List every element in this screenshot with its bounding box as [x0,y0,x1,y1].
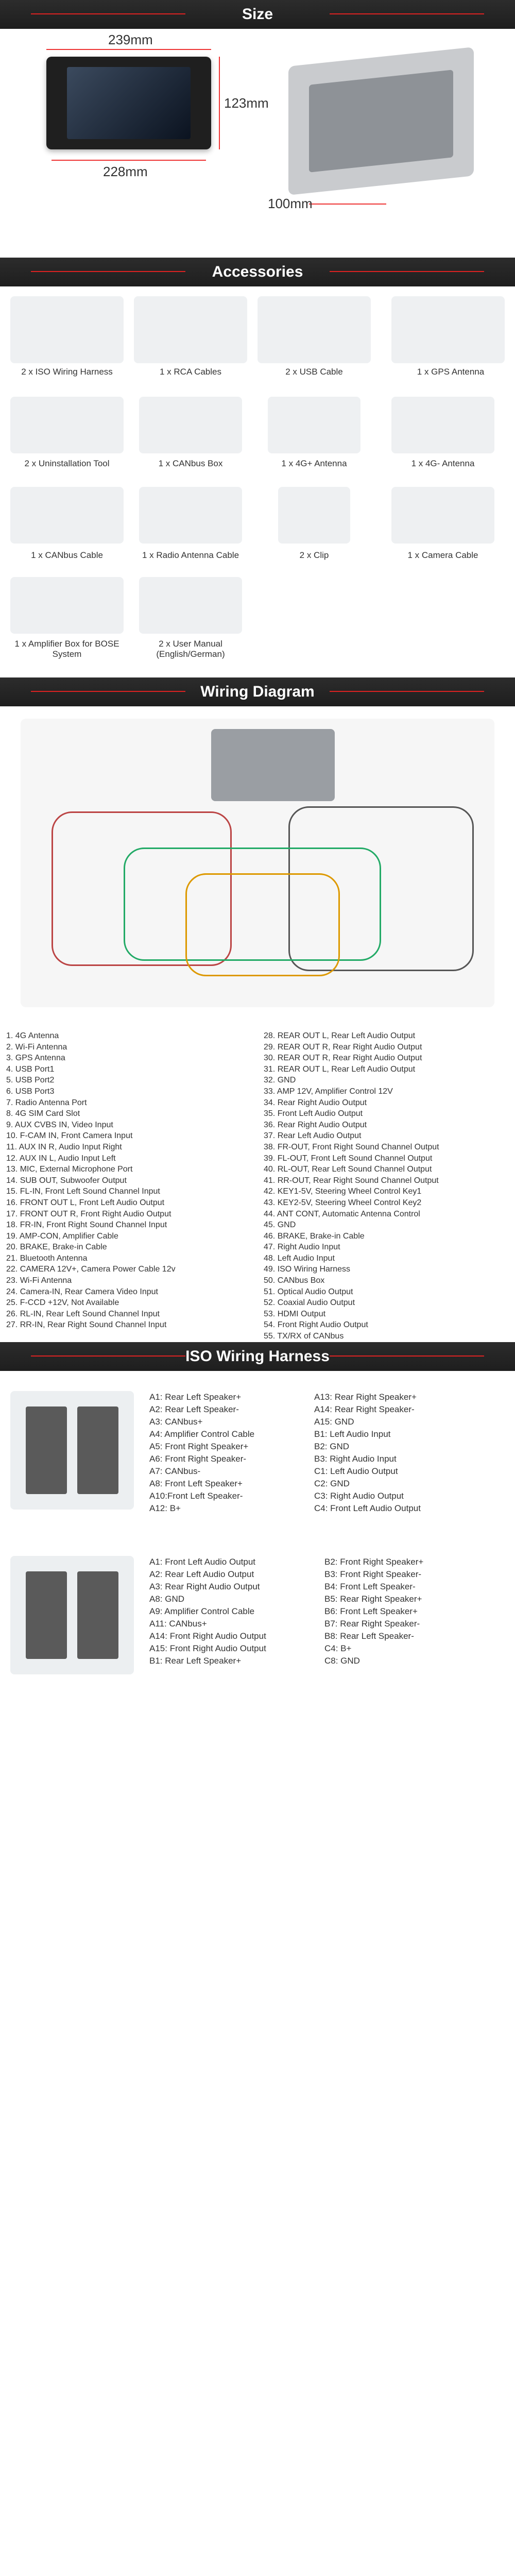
list-item: 20. BRAKE, Brake-in Cable [6,1243,107,1252]
list-item: A6: Front Right Speaker- [149,1454,247,1464]
list-item: C2: GND [314,1479,350,1488]
wiring-section-title: Wiring Diagram [0,677,515,706]
list-item: 7. Radio Antenna Port [6,1098,87,1107]
list-item: 30. REAR OUT R, Rear Right Audio Output [264,1054,422,1063]
list-item: 17. FRONT OUT R, Front Right Audio Output [6,1209,171,1218]
list-item: 15. FL-IN, Front Left Sound Channel Input [6,1187,160,1196]
list-item: A5: Front Right Speaker+ [149,1442,249,1451]
list-item: 5. USB Port2 [6,1076,55,1085]
list-item: 44. ANT CONT, Automatic Antenna Control [264,1209,420,1218]
list-item: A2: Rear Left Speaker- [149,1404,239,1414]
usb-cable-image [258,296,371,363]
accessory-label: 1 x Amplifier Box for BOSE System [14,639,119,659]
list-item: A8: GND [149,1594,185,1604]
list-item: 31. REAR OUT L, Rear Left Audio Output [264,1064,416,1074]
list-item: A3: CANbus+ [149,1417,203,1427]
list-item: B3: Right Audio Input [314,1454,397,1464]
list-item: B3: Front Right Speaker- [324,1569,422,1579]
list-item: 6. USB Port3 [6,1087,55,1096]
iso-group2-left-list [149,1556,314,1667]
list-item: 46. BRAKE, Brake-in Cable [264,1231,365,1241]
radio-antenna-cable-image [139,487,242,544]
accessory-label: 1 x RCA Cables [160,367,221,377]
size-section-title: Size [0,0,515,29]
dim-width-top: 239mm [108,32,153,47]
list-item: 36. Rear Right Audio Output [264,1120,367,1129]
list-item: 24. Camera-IN, Rear Camera Video Input [6,1287,158,1296]
list-item: A1: Rear Left Speaker+ [149,1392,242,1402]
list-item: 51. Optical Audio Output [264,1287,353,1296]
accessory-label: 1 x 4G- Antenna [411,459,475,468]
list-item: A11: CANbus+ [149,1619,207,1629]
list-item: 45. GND [264,1221,296,1230]
list-item: 19. AMP-CON, Amplifier Cable [6,1231,118,1241]
list-item: 3. GPS Antenna [6,1054,65,1063]
dim-width-bottom: 228mm [103,164,148,179]
list-item: 55. TX/RX of CANbus [264,1332,344,1341]
list-item: A3: Rear Right Audio Output [149,1582,260,1591]
accessory-label: 2 x Clip [299,550,329,560]
amplifier-box-image [10,577,124,634]
list-item: A4: Amplifier Control Cable [149,1429,255,1439]
list-item: B2: Front Right Speaker+ [324,1557,424,1567]
list-item: 53. HDMI Output [264,1309,326,1318]
accessory-label: 1 x 4G+ Antenna [281,459,347,468]
list-item: A15: GND [314,1417,354,1427]
list-item: B5: Rear Right Speaker+ [324,1594,422,1604]
list-item: 27. RR-IN, Rear Right Sound Channel Input [6,1320,167,1330]
canbus-cable-image [10,487,124,544]
list-item: 26. RL-IN, Rear Left Sound Channel Input [6,1309,160,1318]
list-item: A15: Front Right Audio Output [149,1643,266,1653]
list-item: 10. F-CAM IN, Front Camera Input [6,1131,133,1141]
list-item: 35. Front Left Audio Output [264,1109,363,1118]
list-item: C1: Left Audio Output [314,1466,398,1476]
list-item: A14: Rear Right Speaker- [314,1404,415,1414]
head-unit-back-image [288,47,474,195]
user-manual-image [139,577,242,634]
list-item: 11. AUX IN R, Audio Input Right [6,1142,122,1151]
rca-cables-image [134,296,247,363]
list-item: C4: Front Left Audio Output [314,1503,421,1513]
list-item: 13. MIC, External Microphone Port [6,1165,133,1174]
list-item: 33. AMP 12V, Amplifier Control 12V [264,1087,393,1096]
iso-group2-right-list [324,1556,505,1667]
accessory-label: 2 x USB Cable [285,367,343,377]
accessory-label: 1 x GPS Antenna [417,367,485,377]
iso-group1-left-list [149,1391,304,1515]
list-item: 34. Rear Right Audio Output [264,1098,367,1107]
list-item: 2. Wi-Fi Antenna [6,1042,67,1052]
wiring-right-list [264,1030,511,1342]
list-item: 16. FRONT OUT L, Front Left Audio Output [6,1198,165,1207]
list-item: 12. AUX IN L, Audio Input Left [6,1154,116,1163]
list-item: 25. F-CCD +12V, Not Available [6,1298,119,1308]
accessories-section-title: Accessories [0,258,515,286]
list-item: 37. Rear Left Audio Output [264,1131,362,1141]
iso-connector-image-1 [10,1391,134,1510]
accessory-label: 1 x CANbus Cable [31,550,103,560]
head-unit-front-image [46,57,211,149]
dim-depth: 100mm [268,196,313,211]
4g-minus-antenna-image [391,397,494,453]
clip-image [278,487,350,544]
dim-height: 123mm [224,95,269,111]
accessory-label: 1 x Camera Cable [407,550,478,560]
list-item: A14: Front Right Audio Output [149,1631,266,1641]
list-item: B8: Rear Left Speaker- [324,1631,414,1641]
4g-plus-antenna-image [268,397,360,453]
accessory-label: 1 x CANbus Box [158,459,223,468]
list-item: 47. Right Audio Input [264,1243,340,1252]
list-item: 29. REAR OUT R, Rear Right Audio Output [264,1042,422,1052]
list-item: A9: Amplifier Control Cable [149,1606,255,1616]
list-item: A12: B+ [149,1503,181,1513]
wiring-left-list [6,1030,259,1331]
list-item: 43. KEY2-5V, Steering Wheel Control Key2 [264,1198,422,1207]
list-item: C8: GND [324,1656,360,1666]
list-item: B1: Left Audio Input [314,1429,391,1439]
accessory-label: 2 x Uninstallation Tool [24,459,110,468]
uninstallation-tool-image [10,397,124,453]
list-item: 54. Front Right Audio Output [264,1320,368,1330]
list-item: 1. 4G Antenna [6,1031,59,1040]
iso-section-title: ISO Wiring Harness [0,1342,515,1371]
list-item: 42. KEY1-5V, Steering Wheel Control Key1 [264,1187,422,1196]
list-item: 41. RR-OUT, Rear Right Sound Channel Output [264,1176,439,1185]
list-item: B1: Rear Left Speaker+ [149,1656,242,1666]
list-item: 18. FR-IN, Front Right Sound Channel Input [6,1221,167,1230]
list-item: A13: Rear Right Speaker+ [314,1392,417,1402]
list-item: 50. CANbus Box [264,1276,325,1285]
list-item: C4: B+ [324,1643,352,1653]
list-item: 40. RL-OUT, Rear Left Sound Channel Output [264,1165,432,1174]
list-item: 4. USB Port1 [6,1064,55,1074]
accessory-label: 2 x User Manual (English/German) [156,639,225,659]
list-item: A8: Front Left Speaker+ [149,1479,243,1488]
list-item: 28. REAR OUT L, Rear Left Audio Output [264,1031,416,1040]
gps-antenna-image [391,296,505,363]
camera-cable-image [391,487,494,544]
canbus-box-image [139,397,242,453]
list-item: 39. FL-OUT, Front Left Sound Channel Output [264,1154,433,1163]
list-item: 52. Coaxial Audio Output [264,1298,355,1308]
list-item: 9. AUX CVBS IN, Video Input [6,1120,113,1129]
list-item: 49. ISO Wiring Harness [264,1265,351,1274]
list-item: B2: GND [314,1442,350,1451]
list-item: A1: Front Left Audio Output [149,1557,256,1567]
list-item: 48. Left Audio Input [264,1253,335,1263]
wiring-diagram-image [21,719,494,1007]
list-item: C3: Right Audio Output [314,1491,404,1501]
list-item: 22. CAMERA 12V+, Camera Power Cable 12v [6,1265,176,1274]
iso-group1-right-list [314,1391,505,1515]
list-item: 21. Bluetooth Antenna [6,1253,88,1263]
list-item: A10:Front Left Speaker- [149,1491,243,1501]
iso-harness-image [10,296,124,363]
list-item: A2: Rear Left Audio Output [149,1569,254,1579]
list-item: 8. 4G SIM Card Slot [6,1109,80,1118]
list-item: A7: CANbus- [149,1466,201,1476]
list-item: 23. Wi-Fi Antenna [6,1276,72,1285]
accessory-label: 2 x ISO Wiring Harness [21,367,113,377]
list-item: 32. GND [264,1076,296,1085]
list-item: 14. SUB OUT, Subwoofer Output [6,1176,127,1185]
list-item: B7: Rear Right Speaker- [324,1619,420,1629]
iso-connector-image-2 [10,1556,134,1674]
accessory-label: 1 x Radio Antenna Cable [142,550,239,560]
list-item: 38. FR-OUT, Front Right Sound Channel Output [264,1142,439,1151]
list-item: B6: Front Left Speaker+ [324,1606,418,1616]
list-item: B4: Front Left Speaker- [324,1582,416,1591]
